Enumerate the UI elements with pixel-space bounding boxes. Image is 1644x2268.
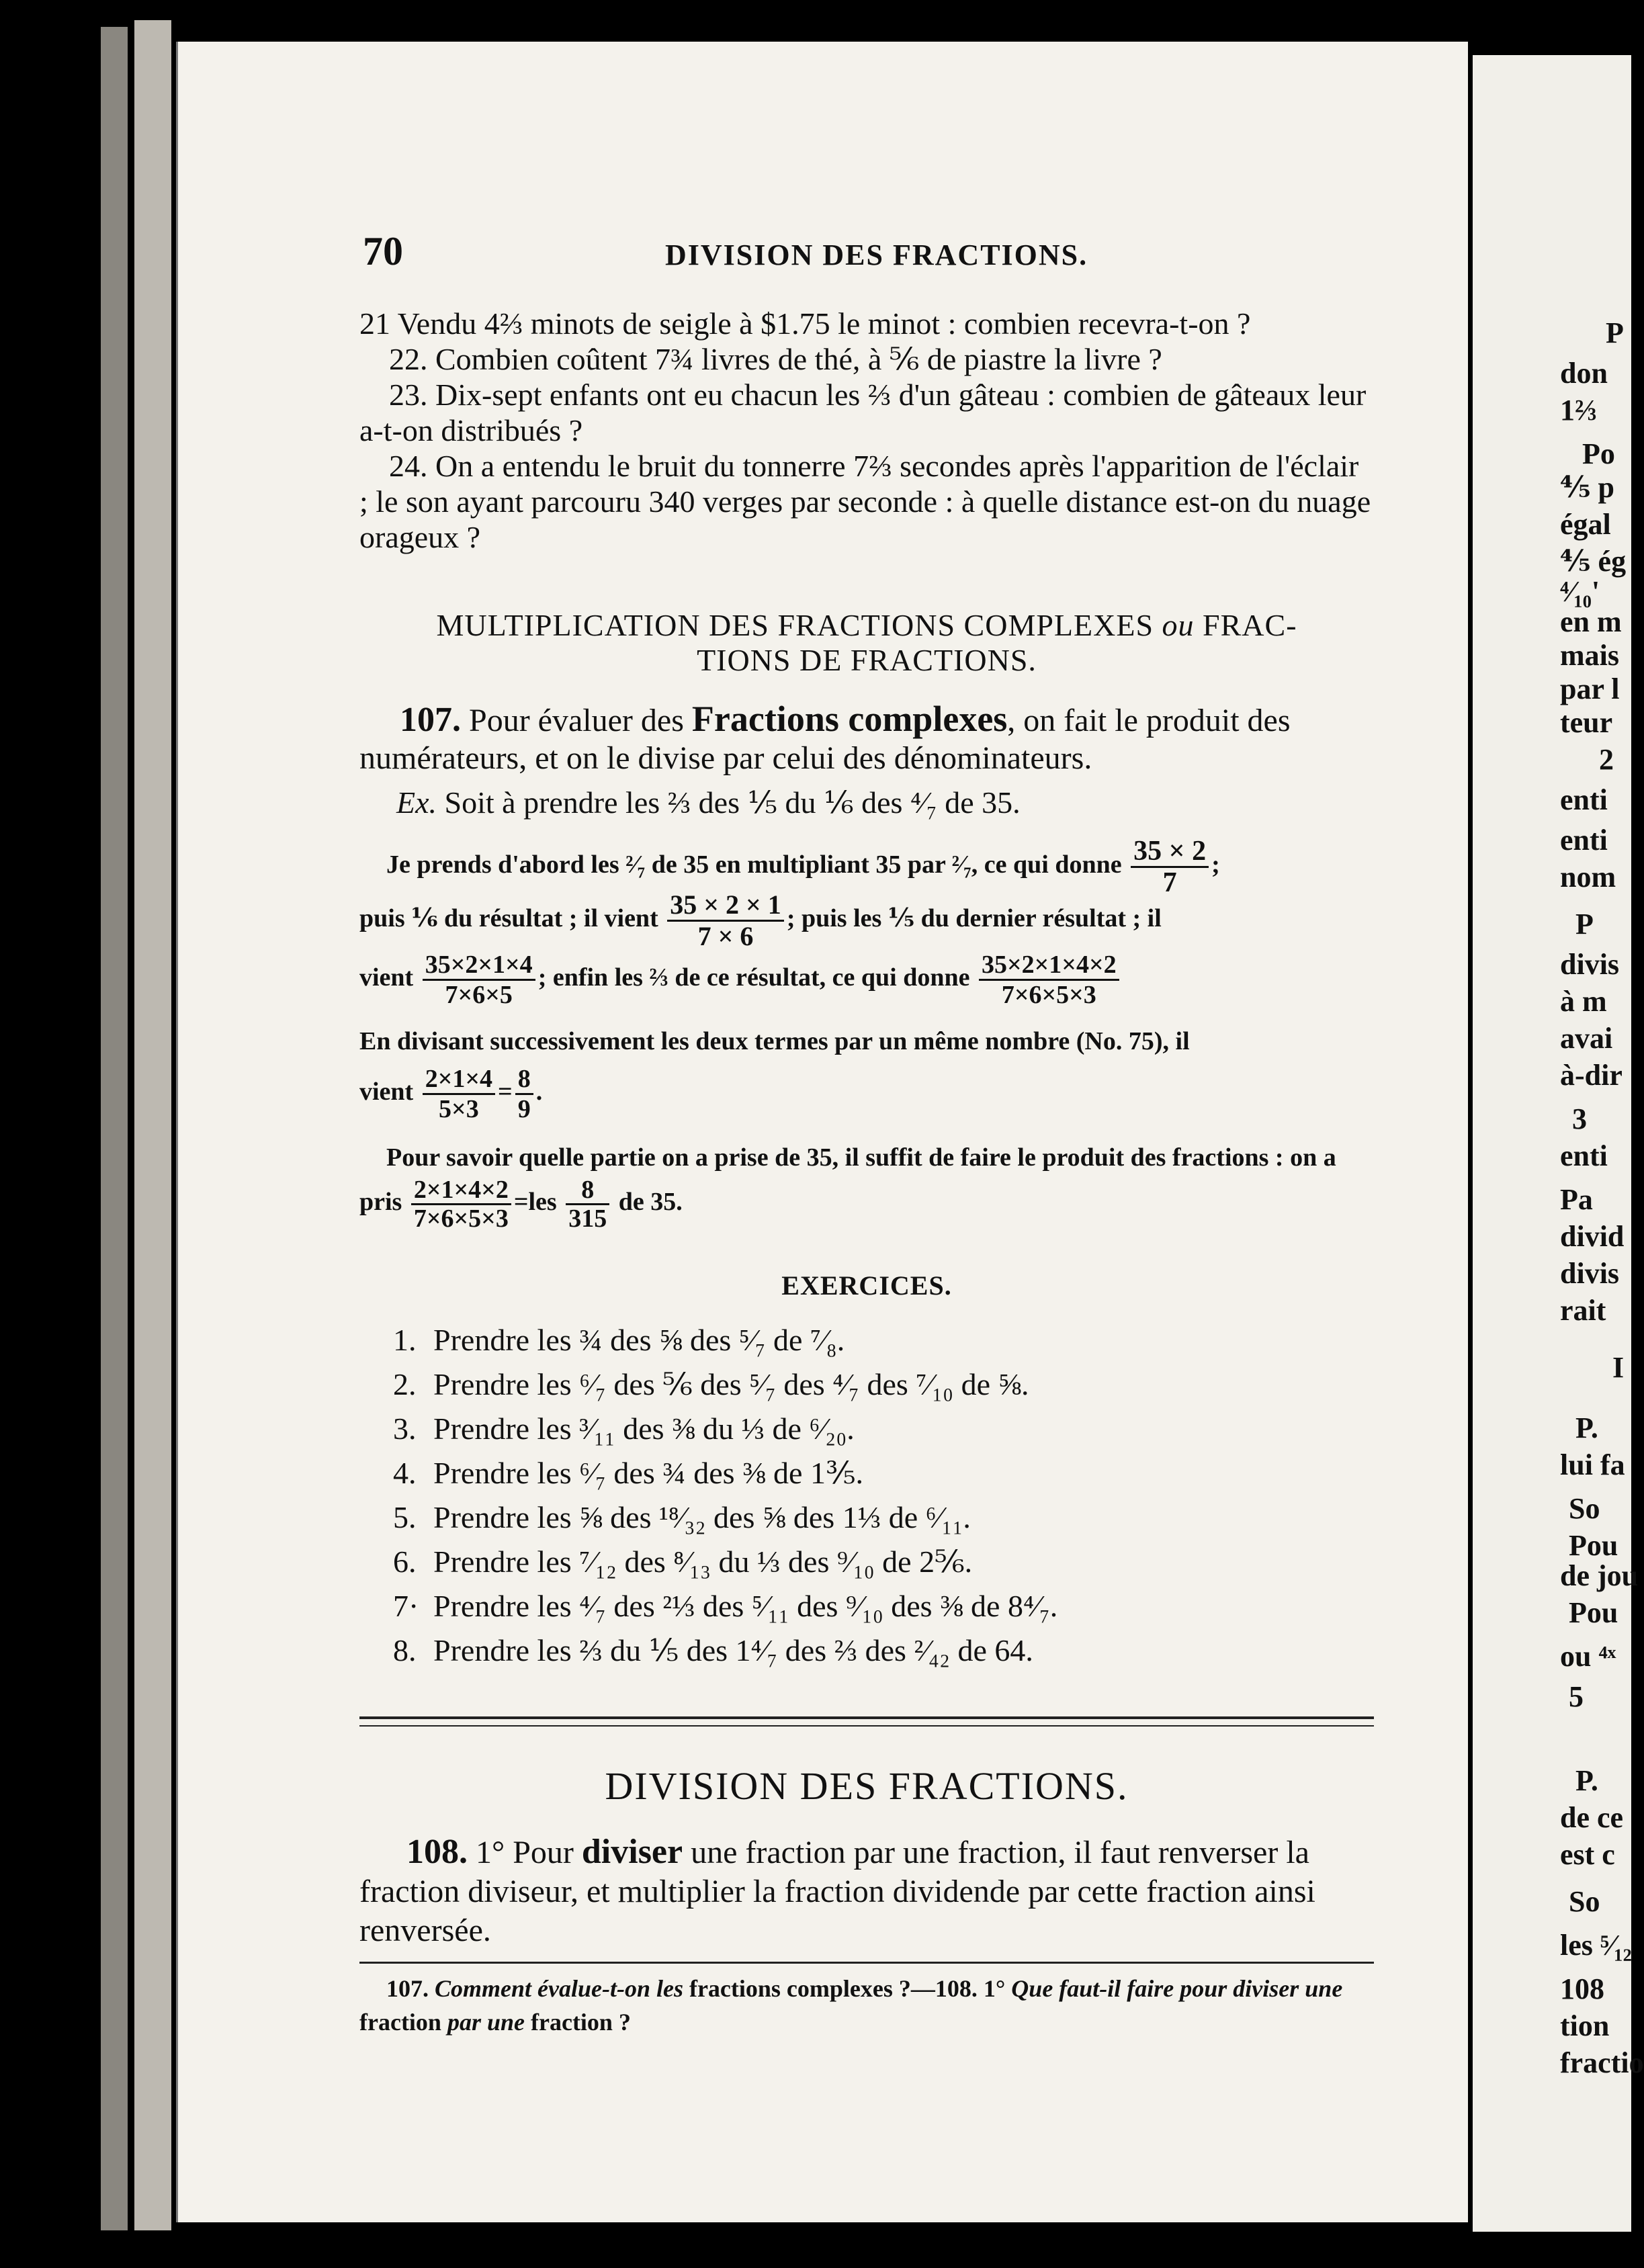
right-page-fragment: 1⅔ <box>1560 394 1597 427</box>
right-page-fragment: avai <box>1560 1022 1613 1055</box>
page-number: 70 <box>363 229 403 273</box>
denominator: 7×6×5 <box>445 981 513 1009</box>
explanation-text: Je prends d'abord les ²⁄₇ de 35 en multipliant 35 par ²⁄₇, ce qui donne <box>386 850 1122 879</box>
denominator: 7 <box>1162 867 1177 898</box>
book-edge-2 <box>134 20 171 2230</box>
item-text: Prendre les ⁴⁄₇ des ²⅓ des ⁵⁄₁₁ des ⁹⁄₁₀ des ⅜ de 8⁴⁄₇. <box>433 1589 1058 1623</box>
right-page-fragment: Pou <box>1569 1529 1618 1562</box>
list-item <box>393 1584 1374 1628</box>
item-number: 1. <box>393 1323 417 1357</box>
right-page-fragment: So <box>1569 1492 1600 1525</box>
numerator: 35×2×1×4 <box>423 951 535 981</box>
numerator: 2×1×4×2 <box>411 1176 511 1205</box>
rule-text: 1° Pour <box>476 1835 582 1870</box>
explanation-line-1: Je prends d'abord les ²⁄₇ de 35 en multipliant 35 par ²⁄₇, ce qui donne $\frac{35 \times 2}{7}$ ; <box>386 836 1220 898</box>
explanation-text: ; enfin les ⅔ de ce résultat, ce qui donne <box>537 963 970 992</box>
right-page-fragment: lui fa <box>1560 1448 1625 1481</box>
right-page-fragment: P <box>1606 316 1624 349</box>
problems-block <box>359 306 1374 555</box>
section-divider <box>359 1725 1374 1727</box>
problem-22: 22. Combien coûtent 7¾ livres de thé, à ⅚ de piastre la livre ? <box>389 342 1162 376</box>
denominator: 7 × 6 <box>697 921 754 951</box>
right-page-fragment: ⅘ ég <box>1560 545 1627 578</box>
explanation-line-6 <box>359 1139 1377 1232</box>
fraction <box>423 951 535 1009</box>
right-page-fragment: I <box>1612 1351 1625 1384</box>
section-divider <box>359 1716 1374 1719</box>
explanation-text: puis ⅙ du résultat ; il vient <box>359 904 658 933</box>
fraction <box>667 890 784 951</box>
numerator: 35×2×1×4×2 <box>979 951 1119 981</box>
footnote-text: 107. <box>386 1975 435 2002</box>
footnote-text: fractions complexes ?—108. 1° <box>683 1975 1012 2002</box>
right-page-fragment: de jou <box>1560 1559 1639 1592</box>
right-page-fragment: égal <box>1560 508 1611 541</box>
book-edge <box>101 27 128 2230</box>
item-text: Prendre les ¾ des ⅝ des ⁵⁄₇ de ⁷⁄₈. <box>433 1323 845 1357</box>
right-page-fragment: enti <box>1560 824 1608 857</box>
right-page-fragment: Pou <box>1569 1596 1618 1629</box>
list-item <box>393 1451 1374 1495</box>
section-title-part: FRAC- <box>1194 608 1297 642</box>
right-page-fragment: fractio <box>1560 2046 1644 2079</box>
right-page-fragment: Pa <box>1560 1183 1593 1216</box>
example-label: Ex. <box>396 785 437 820</box>
right-page-fragment: divis <box>1560 1257 1620 1290</box>
item-number: 7· <box>393 1589 419 1623</box>
section-title-part: MULTIPLICATION DES FRACTIONS COMPLEXES <box>436 608 1162 642</box>
fraction <box>515 1065 533 1123</box>
explanation-text: vient <box>359 1078 414 1106</box>
right-page-fragment: 2 <box>1599 743 1614 776</box>
right-page-fragment: à-dir <box>1560 1059 1623 1092</box>
right-page-fragment: 5 <box>1569 1680 1584 1713</box>
footnote-text: fraction ? <box>525 2009 631 2036</box>
footnote-text: fraction <box>359 2009 447 2036</box>
explanation-text: vient <box>359 963 414 992</box>
rule-text: une fraction par une fraction, il faut renverser la fraction diviseur, et multiplier la fraction dividende par cette fraction ainsi renversée. <box>359 1835 1315 1948</box>
problem-23: 23. Dix-sept enfants ont eu chacun les ⅔ d'un gâteau : combien de gâteaux leur a-t-on distribués ? <box>359 378 1367 447</box>
right-page-fragment: 108 <box>1560 1972 1604 2005</box>
denominator: 315 <box>568 1205 607 1233</box>
footnote-text: par une <box>447 2009 525 2036</box>
section-title-multiplication <box>359 608 1374 678</box>
right-page-fragment: par l <box>1560 672 1620 705</box>
problem-24: 24. On a entendu le bruit du tonnerre 7⅔ secondes après l'apparition de l'éclair ; le son ayant parcouru 340 verges par seconde : à quelle distance est-on du nuage orageux ? <box>359 449 1371 554</box>
numerator: 35 × 2 × 1 <box>667 890 784 922</box>
fraction <box>411 1176 511 1232</box>
list-item <box>393 1318 1374 1362</box>
exercices-title: EXERCICES. <box>781 1270 952 1301</box>
item-number: 6. <box>393 1544 417 1579</box>
rule-number: 108. <box>406 1833 468 1871</box>
right-page-fragment: P. <box>1575 1411 1598 1444</box>
right-page-fragment: divid <box>1560 1220 1625 1253</box>
running-title: DIVISION DES FRACTIONS. <box>665 238 1088 271</box>
explanation-line-2 <box>359 890 1377 951</box>
fraction <box>566 1176 609 1232</box>
right-page-fragment: teur <box>1560 706 1613 739</box>
example-text: Soit à prendre les ⅔ des ⅕ du ⅙ des ⁴⁄₇ de 35. <box>444 785 1021 820</box>
rule-bold-term: diviser <box>581 1833 683 1871</box>
explanation-line-4 <box>359 1024 1377 1058</box>
rule-number: 107. <box>400 701 461 739</box>
explanation-line-5: vient $\frac{2\times 1\times 4}{5\times 3}$ = $\frac{8}{9}$ . <box>359 1065 543 1123</box>
item-text: Prendre les ⅝ des ¹⁸⁄₃₂ des ⅝ des 1⅓ de ⁶⁄₁₁. <box>433 1500 971 1534</box>
explanation-text: Pour savoir quelle partie on a prise de 35, il suffit de faire le produit des fractions : on a pris <box>359 1143 1336 1217</box>
right-page-fragment: Po <box>1582 437 1615 470</box>
fraction <box>979 951 1119 1009</box>
item-number: 5. <box>393 1500 417 1534</box>
rule-bold-term: Fractions complexes <box>691 699 1008 739</box>
right-page-fragment: nom <box>1560 861 1616 893</box>
rule-107 <box>359 700 1374 777</box>
item-text: Prendre les ⁶⁄₇ des ⅚ des ⁵⁄₇ des ⁴⁄₇ des ⁷⁄₁₀ de ⅝. <box>433 1367 1029 1401</box>
fraction <box>1131 836 1209 898</box>
right-page-fragment: ⁴⁄₁₀' <box>1560 575 1600 608</box>
numerator: 8 <box>566 1176 609 1205</box>
section-title-ou: ou <box>1162 608 1195 642</box>
denominator: 7×6×5×3 <box>1001 981 1096 1009</box>
item-number: 2. <box>393 1367 417 1401</box>
item-text: Prendre les ³⁄₁₁ des ⅜ du ⅓ de ⁶⁄₂₀. <box>433 1411 855 1446</box>
problem-21: 21 Vendu 4⅔ minots de seigle à $1.75 le minot : combien recevra-t-on ? <box>359 306 1251 341</box>
right-page-fragment: les ⁵⁄₁₂ <box>1560 1929 1632 1962</box>
section-title-part: TIONS DE FRACTIONS. <box>697 643 1037 677</box>
right-page-fragment: rait <box>1560 1294 1606 1327</box>
list-item <box>393 1362 1374 1407</box>
right-page-fragment: So <box>1569 1885 1600 1918</box>
equals-sign: = <box>498 1078 513 1106</box>
right-page-fragment: don <box>1560 357 1608 390</box>
right-page-fragment: à m <box>1560 985 1607 1018</box>
explanation-text: En divisant successivement les deux termes par un même nombre (No. 75), il <box>359 1027 1190 1055</box>
denominator: 5×3 <box>439 1095 479 1123</box>
item-text: Prendre les ⁷⁄₁₂ des ⁸⁄₁₃ du ⅓ des ⁹⁄₁₀ de 2⅚. <box>433 1544 973 1579</box>
right-page-fragment: est c <box>1560 1838 1615 1871</box>
example-line <box>396 785 1371 820</box>
numerator: 8 <box>515 1065 533 1095</box>
rule-108 <box>359 1833 1374 1950</box>
item-number: 3. <box>393 1411 417 1446</box>
footnote-text: Que faut-il faire pour diviser une <box>1011 1975 1343 2002</box>
rule-text: Pour évaluer des <box>469 703 692 738</box>
item-number: 8. <box>393 1633 417 1667</box>
right-page-fragment: P. <box>1575 1764 1598 1797</box>
rule-text: , on fait le produit des numérateurs, et on le divise par celui des dénominateurs. <box>359 703 1291 776</box>
fraction <box>423 1065 495 1123</box>
footnote <box>359 1972 1374 2039</box>
list-item <box>393 1628 1374 1673</box>
explanation-text: =les <box>513 1188 557 1217</box>
list-item <box>393 1540 1374 1584</box>
footnote-text: Comment évalue-t-on les <box>435 1975 683 2002</box>
right-page-fragment: P <box>1575 908 1594 941</box>
explanation-text: ; puis les ⅕ du dernier résultat ; il <box>786 904 1162 933</box>
right-page-fragment: enti <box>1560 783 1608 816</box>
right-page-fragment: de ce <box>1560 1801 1624 1834</box>
denominator: 9 <box>517 1095 531 1123</box>
right-page-fragment: mais <box>1560 639 1619 672</box>
denominator: 7×6×5×3 <box>413 1205 509 1233</box>
explanation-text: de 35. <box>618 1188 683 1217</box>
right-page-fragment: ou ⁴ˣ <box>1560 1640 1616 1673</box>
footnote-divider <box>359 1962 1374 1964</box>
item-text: Prendre les ⁶⁄₇ des ¾ des ⅜ de 1⅗. <box>433 1456 864 1490</box>
item-number: 4. <box>393 1456 417 1490</box>
right-page-fragment: enti <box>1560 1139 1608 1172</box>
list-item <box>393 1495 1374 1540</box>
right-page-fragment: tion <box>1560 2009 1610 2042</box>
explanation-line-3 <box>359 951 1377 1009</box>
exercices-list <box>393 1318 1374 1673</box>
list-item <box>393 1407 1374 1451</box>
numerator: 35 × 2 <box>1131 836 1209 868</box>
right-page-fragment: 3 <box>1572 1102 1587 1135</box>
right-page-fragment: ⅘ p <box>1560 471 1615 504</box>
section-title-division: DIVISION DES FRACTIONS. <box>605 1764 1129 1808</box>
right-page-fragment: en m <box>1560 605 1622 638</box>
item-text: Prendre les ⅔ du ⅕ des 1⁴⁄₇ des ⅔ des ²⁄₄₂ de 64. <box>433 1633 1033 1667</box>
right-page-fragment: divis <box>1560 948 1620 981</box>
numerator: 2×1×4 <box>423 1065 495 1095</box>
